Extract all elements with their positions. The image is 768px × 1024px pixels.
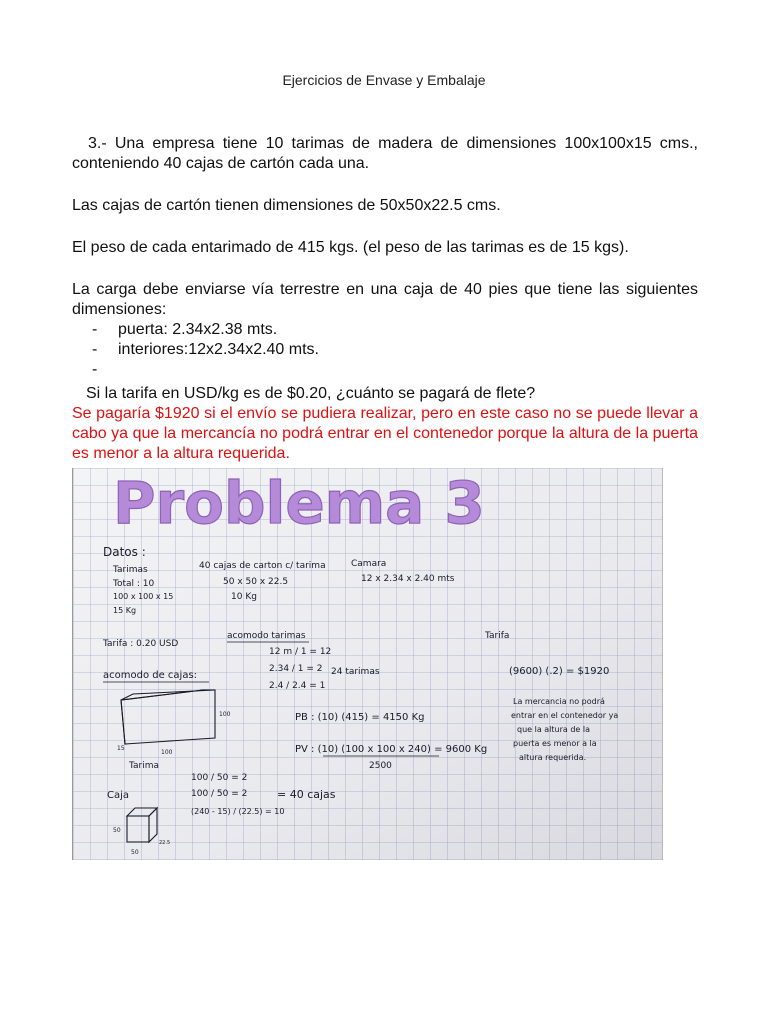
hw-pallet-dims: 100 x 100 x 15: [113, 592, 174, 601]
problem-answer: Se pagaría $1920 si el envío se pudiera realizar, pero en este caso no se puede llevar a cabo ya que la mercancía no podrá entrar en el contenedor porque la altura de la puerta es menor a la altura requerida.: [72, 405, 698, 462]
hw-note4: puerta es menor a la: [513, 739, 597, 748]
list-item: -: [92, 361, 98, 378]
list-item: - interiores:12x2.34x2.40 mts.: [92, 341, 319, 358]
hw-note1: La mercancia no podrá: [513, 697, 605, 706]
hw-tarifa-data: Tarifa : 0.20 USD: [103, 639, 179, 649]
notebook-page: [73, 468, 662, 860]
hw-tarifa-label: Tarifa: [485, 631, 510, 641]
hw-acomodo-tarimas: acomodo tarimas: [227, 631, 306, 641]
hw-calc3: 2.4 / 2.4 = 1: [269, 681, 326, 691]
hw-pb: PB : (10) (415) = 4150 Kg: [295, 712, 425, 723]
hw-box-calc1: 100 / 50 = 2: [191, 773, 248, 783]
hw-acomodo-cajas: acomodo de cajas:: [103, 670, 198, 681]
hw-dim-50b: 50: [131, 849, 139, 856]
hw-camara-dims: 12 x 2.34 x 2.40 mts: [361, 574, 455, 584]
hw-cajas-label: 40 cajas de carton c/ tarima: [199, 561, 326, 571]
notebook-title: Problema 3: [113, 469, 485, 537]
hw-dim-15: 15: [117, 745, 125, 752]
hw-total: Total : 10: [113, 579, 155, 589]
problem-cargo: La carga debe enviarse vía terrestre en una caja de 40 pies que tiene las siguientes dimensiones:: [72, 281, 698, 318]
hw-dim-100a: 100: [219, 711, 231, 718]
hw-pv: PV : (10) (100 x 100 x 240) = 9600 Kg: [295, 744, 488, 755]
problem-text: [72, 134, 698, 464]
hw-dim-225: 22.5: [159, 840, 171, 846]
page-title: Ejercicios de Envase y Embalaje: [282, 72, 486, 88]
hw-box-calc3: (240 - 15) / (22.5) = 10: [191, 807, 285, 816]
hw-calc2: 2.34 / 1 = 2: [269, 664, 323, 674]
list-item: - puerta: 2.34x2.38 mts.: [92, 321, 278, 338]
hw-dim-100b: 100: [161, 749, 173, 756]
hw-dim-50a: 50: [113, 827, 121, 834]
hw-calc2b: 24 tarimas: [331, 667, 380, 677]
hw-box-calc2b: = 40 cajas: [277, 788, 336, 801]
notebook-photo: [72, 468, 663, 860]
hw-camara: Camara: [351, 559, 387, 569]
hw-caja-dims: 50 x 50 x 22.5: [223, 577, 289, 587]
hw-caja-word: Caja: [107, 790, 130, 801]
problem-weight: El peso de cada entarimado de 415 kgs. (el peso de las tarimas es de 15 kgs).: [72, 239, 629, 256]
hw-pv-div: 2500: [369, 761, 392, 771]
hw-caja-weight: 10 Kg: [231, 592, 257, 602]
dimensions-list: [72, 320, 698, 380]
hw-tarimas: Tarimas: [113, 565, 148, 575]
hw-tarifa-calc: (9600) (.2) = $1920: [509, 666, 610, 677]
problem-intro: 3.- Una empresa tiene 10 tarimas de madera de dimensiones 100x100x15 cms., conteniendo 40 cajas de cartón cada una.: [72, 135, 698, 172]
hw-note3: que la altura de la: [517, 725, 591, 734]
hw-calc1: 12 m / 1 = 12: [269, 647, 332, 657]
problem-boxes: Las cajas de cartón tienen dimensiones de 50x50x22.5 cms.: [72, 197, 501, 214]
hw-pallet-weight: 15 Kg: [113, 606, 137, 615]
hw-datos: Datos :: [103, 545, 146, 559]
hw-note5: altura requerida.: [519, 753, 587, 762]
hw-note2: entrar en el contenedor ya: [511, 711, 619, 720]
problem-question: Si la tarifa en USD/kg es de $0.20, ¿cuánto se pagará de flete?: [86, 385, 536, 402]
hw-tarima-word: Tarima: [129, 761, 160, 771]
hw-box-calc2: 100 / 50 = 2: [191, 789, 248, 799]
